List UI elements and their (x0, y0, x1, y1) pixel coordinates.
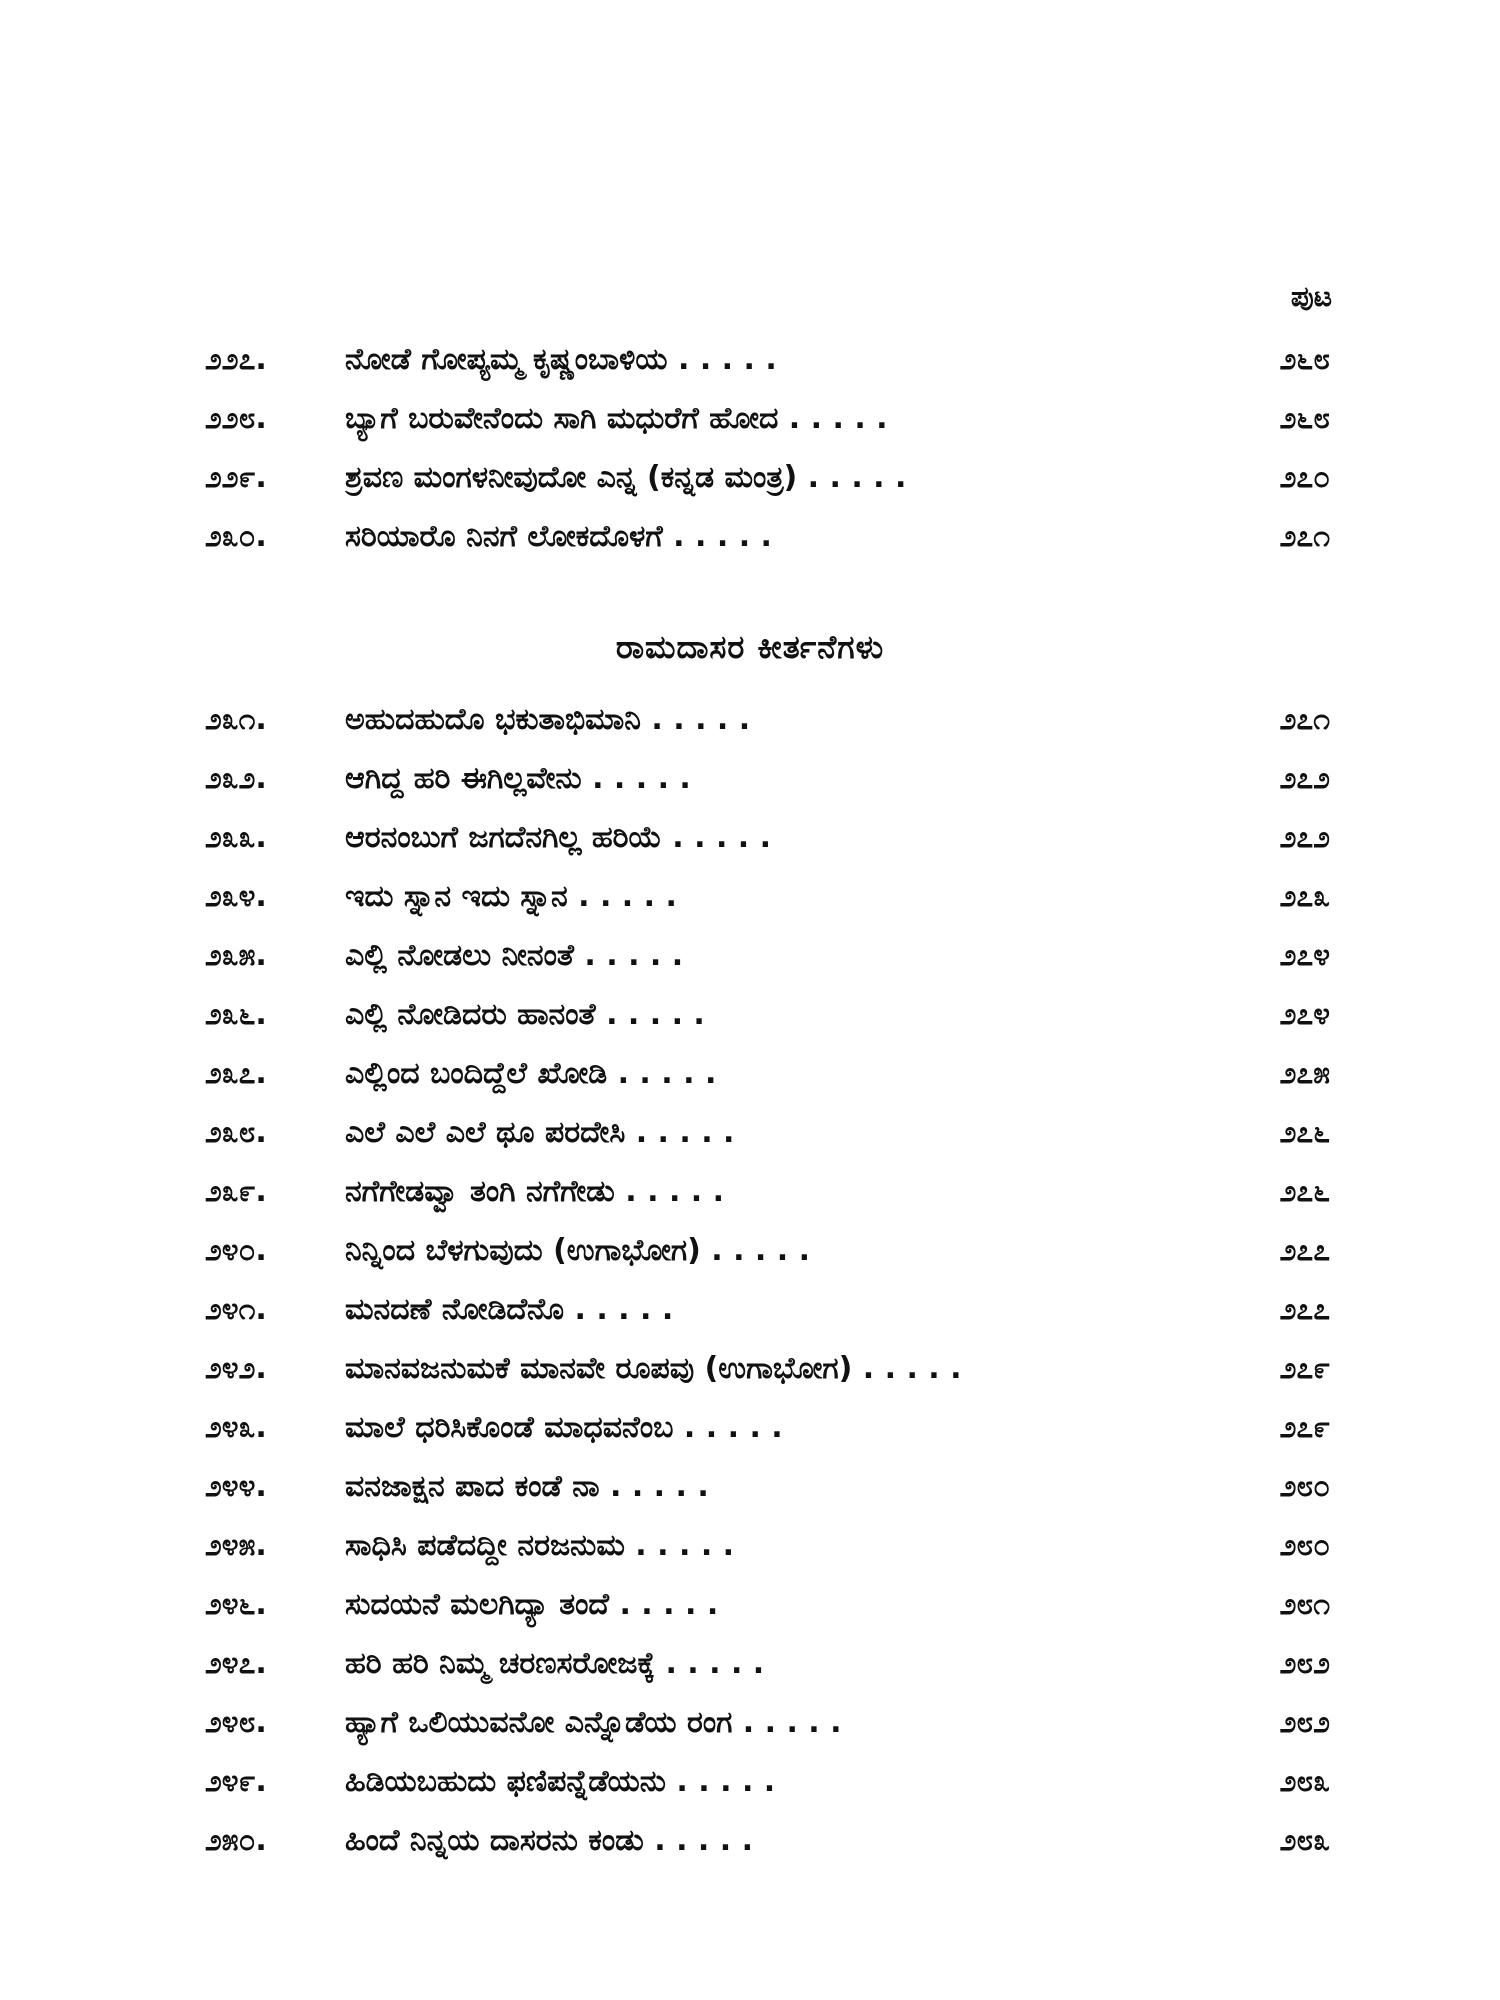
entry-page: ೨೭೧ (1279, 519, 1330, 554)
entry-number: ೨೪೩. (205, 1410, 267, 1445)
toc-row (205, 507, 1330, 566)
entry-page: ೨೮೦ (1279, 1528, 1330, 1563)
entry-page: ೨೭೦ (1279, 460, 1330, 495)
toc-row (205, 1575, 1330, 1634)
entry-page: ೨೮೩ (1279, 1823, 1330, 1858)
entry-number: ೨೪೮. (205, 1705, 267, 1740)
entry-number: ೨೩೩. (205, 820, 267, 855)
toc-row (205, 1103, 1330, 1162)
entry-title: ಸರಿಯಾರೊ ನಿನಗೆ ಲೋಕದೊಳಗೆ . . . . . (345, 519, 772, 554)
entry-number: ೨೨೮. (205, 401, 267, 436)
entry-number: ೨೨೯. (205, 460, 267, 495)
section-heading: ರಾಮದಾಸರ ಕೀರ್ತನೆಗಳು (615, 628, 885, 666)
toc-row (205, 1398, 1330, 1457)
entry-page: ೨೬೮ (1279, 401, 1330, 436)
entry-page: ೨೭೪ (1279, 997, 1330, 1032)
entry-page: ೨೭೭ (1279, 1233, 1330, 1268)
toc-row (205, 1221, 1330, 1280)
entry-page: ೨೮೧ (1279, 1587, 1330, 1622)
entry-title: ಆರನಂಬುಗೆ ಜಗದೆನಗಿಲ್ಲ ಹರಿಯೆ . . . . . (345, 820, 772, 855)
entry-number: ೨೪೦. (205, 1233, 267, 1268)
toc-list-first (205, 330, 1330, 566)
entry-number: ೨೩೭. (205, 1056, 267, 1091)
entry-page: ೨೭೯ (1279, 1351, 1330, 1386)
entry-number: ೨೨೭. (205, 342, 267, 377)
entry-title: ಎಲ್ಲಿ ನೋಡಲು ನೀನಂತೆ . . . . . (345, 938, 684, 973)
entry-title: ಇದು ಸ್ನಾನ ಇದು ಸ್ನಾನ . . . . . (345, 879, 677, 914)
entry-number: ೨೩೧. (205, 702, 267, 737)
toc-row (205, 1752, 1330, 1811)
entry-title: ಹ್ಯಾಗೆ ಒಲಿಯುವನೋ ಎನ್ನೊಡೆಯ ರಂಗ . . . . . (345, 1705, 842, 1740)
toc-row (205, 867, 1330, 926)
entry-title: ಮಾಲೆ ಧರಿಸಿಕೊಂಡೆ ಮಾಧವನೆಂಬ . . . . . (345, 1410, 783, 1445)
entry-title: ವನಜಾಕ್ಷನ ಪಾದ ಕಂಡೆ ನಾ . . . . . (345, 1469, 709, 1504)
entry-number: ೨೪೫. (205, 1528, 267, 1563)
toc-row (205, 1457, 1330, 1516)
entry-number: ೨೩೯. (205, 1174, 267, 1209)
toc-row (205, 808, 1330, 867)
toc-row (205, 330, 1330, 389)
entry-page: ೨೭೬ (1279, 1174, 1330, 1209)
entry-title: ಶ್ರವಣ ಮಂಗಳನೀವುದೋ ಎನ್ನ (ಕನ್ನಡ ಮಂತ್ರ) . . . . . (345, 460, 907, 495)
toc-row (205, 926, 1330, 985)
entry-title: ಎಲ್ಲಿಂದ ಬಂದಿದ್ದೆಲೆ ಖೋಡಿ . . . . . (345, 1056, 717, 1091)
entry-number: ೨೪೭. (205, 1646, 267, 1681)
toc-row (205, 985, 1330, 1044)
entry-number: ೨೪೧. (205, 1292, 267, 1327)
entry-number: ೨೪೯. (205, 1764, 267, 1799)
entry-number: ೨೩೫. (205, 938, 267, 973)
entry-page: ೨೭೨ (1279, 761, 1330, 796)
entry-number: ೨೪೬. (205, 1587, 267, 1622)
entry-title: ಹಿಂದೆ ನಿನ್ನಯ ದಾಸರನು ಕಂಡು . . . . . (345, 1823, 753, 1858)
entry-page: ೨೬೮ (1279, 342, 1330, 377)
entry-number: ೨೩೮. (205, 1115, 267, 1150)
toc-row (205, 1280, 1330, 1339)
entry-title: ನೋಡೆ ಗೋಪ್ಯಮ್ಮ ಕೃಷ್ಣಂಬಾಳಿಯ . . . . . (345, 342, 777, 377)
toc-row (205, 1516, 1330, 1575)
entry-title: ಸಾಧಿಸಿ ಪಡೆದದ್ದೀ ನರಜನುಮ . . . . . (345, 1528, 735, 1563)
entry-page: ೨೮೩ (1279, 1764, 1330, 1799)
entry-title: ಬ್ಯಾಗೆ ಬರುವೇನೆಂದು ಸಾಗಿ ಮಧುರೆಗೆ ಹೋದ . . . . . (345, 401, 888, 436)
entry-page: ೨೭೭ (1279, 1292, 1330, 1327)
toc-row (205, 389, 1330, 448)
entry-number: ೨೩೪. (205, 879, 267, 914)
entry-title: ಅಹುದಹುದೊ ಭಕುತಾಭಿಮಾನಿ . . . . . (345, 702, 751, 737)
entry-page: ೨೭೯ (1279, 1410, 1330, 1445)
toc-row (205, 1811, 1330, 1870)
entry-number: ೨೫೦. (205, 1823, 267, 1858)
toc-row (205, 1044, 1330, 1103)
toc-row (205, 690, 1330, 749)
entry-title: ಹಿಡಿಯಬಹುದು ಫಣಿಪನ್ನೆಡೆಯನು . . . . . (345, 1764, 776, 1799)
entry-title: ನಗೆಗೇಡವ್ವಾ ತಂಗಿ ನಗೆಗೇಡು . . . . . (345, 1174, 725, 1209)
toc-list-second (205, 690, 1330, 1870)
toc-row (205, 448, 1330, 507)
entry-number: ೨೪೪. (205, 1469, 267, 1504)
entry-page: ೨೭೧ (1279, 702, 1330, 737)
entry-page: ೨೭೪ (1279, 938, 1330, 973)
entry-number: ೨೩೨. (205, 761, 267, 796)
toc-row (205, 1634, 1330, 1693)
entry-page: ೨೮೨ (1279, 1646, 1330, 1681)
page-column-label: ಪುಟ (1290, 280, 1332, 313)
entry-number: ೨೩೦. (205, 519, 267, 554)
entry-number: ೨೩೬. (205, 997, 267, 1032)
toc-row (205, 1693, 1330, 1752)
entry-number: ೨೪೨. (205, 1351, 267, 1386)
entry-title: ಆಗಿದ್ದ ಹರಿ ಈಗಿಲ್ಲವೇನು . . . . . (345, 761, 691, 796)
entry-page: ೨೮೨ (1279, 1705, 1330, 1740)
entry-title: ಎಲ್ಲಿ ನೋಡಿದರು ಹಾನಂತೆ . . . . . (345, 997, 705, 1032)
toc-row (205, 1162, 1330, 1221)
entry-title: ಸುದಯನೆ ಮಲಗಿದ್ಯಾ ತಂದೆ . . . . . (345, 1587, 719, 1622)
toc-row (205, 749, 1330, 808)
entry-title: ಮಾನವಜನುಮಕೆ ಮಾನವೇ ರೂಪವು (ಉಗಾಭೋಗ) . . . . . (345, 1351, 962, 1386)
entry-title: ನಿನ್ನಿಂದ ಬೆಳಗುವುದು (ಉಗಾಭೋಗ) . . . . . (345, 1233, 811, 1268)
entry-title: ಹರಿ ಹರಿ ನಿಮ್ಮ ಚರಣಸರೋಜಕ್ಕೆ . . . . . (345, 1646, 765, 1681)
entry-page: ೨೭೫ (1279, 1056, 1330, 1091)
entry-page: ೨೭೬ (1279, 1115, 1330, 1150)
entry-title: ಮನದಣೆ ನೋಡಿದೆನೊ . . . . . (345, 1292, 674, 1327)
toc-row (205, 1339, 1330, 1398)
entry-title: ಎಲೆ ಎಲೆ ಎಲೆ ಥೂ ಪರದೇಸಿ . . . . . (345, 1115, 735, 1150)
entry-page: ೨೮೦ (1279, 1469, 1330, 1504)
entry-page: ೨೭೨ (1279, 820, 1330, 855)
entry-page: ೨೭೩ (1279, 879, 1330, 914)
